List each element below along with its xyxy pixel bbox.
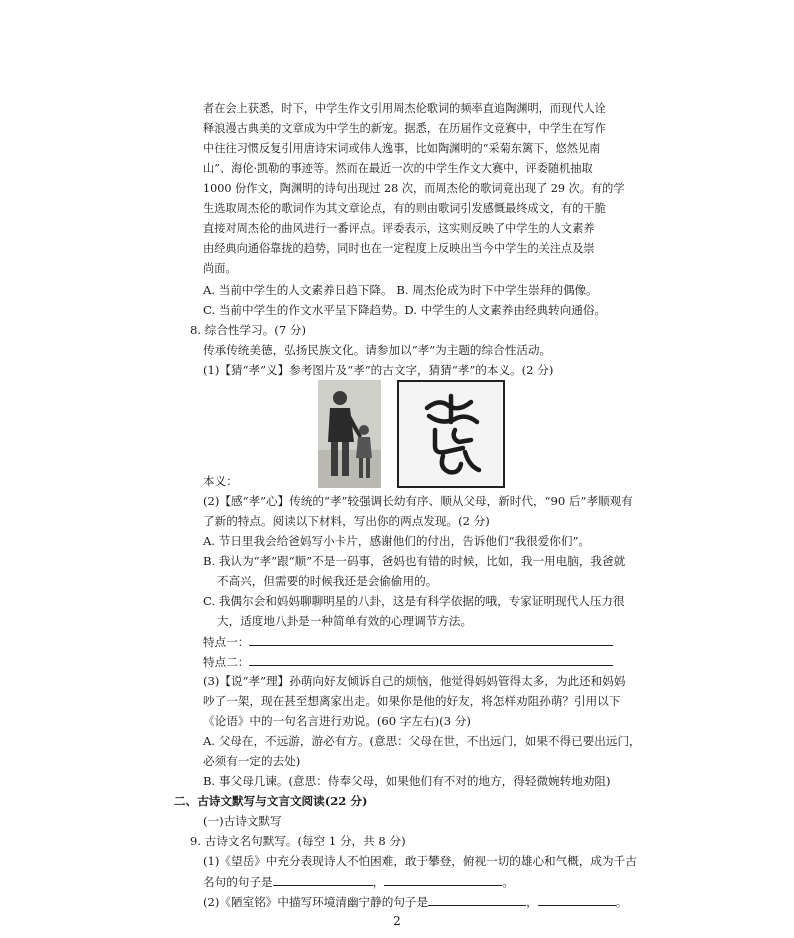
subsection-heading: (一)古诗文默写	[203, 814, 282, 828]
q8-material-c: C. 我偶尔会和妈妈聊聊明星的八卦，这是有科学依据的哦，专家证明现代人压力很	[203, 594, 625, 608]
q9-part1-row	[203, 873, 514, 890]
feature-one-label: 特点一：	[203, 635, 250, 649]
feature-two-blank[interactable]	[249, 653, 613, 666]
q7-options-cd: C. 当前中学生的作文水平呈下降趋势。D. 中学生的人文素养由经典转向通俗。	[203, 303, 607, 317]
period: 。	[502, 875, 514, 889]
q9-title: 9. 古诗文名句默写。(每空 1 分，共 8 分)	[190, 834, 406, 848]
q8-material-b: B. 我认为“孝”跟“顺”不是一码事，爸妈也有错的时候，比如，我一用电脑，我爸就	[203, 554, 626, 568]
q8-part2-prompt: 了新的特点。阅读以下材料，写出你的两点发现。(2 分)	[203, 514, 490, 528]
passage-line: 释浪漫古典美的文章成为中学生的新宠。据悉，在历届作文竞赛中，中学生在写作	[203, 122, 606, 135]
passage-line: 者在会上获悉，时下，中学生作文引用周杰伦歌词的频率直追陶渊明，而现代人诠	[203, 102, 606, 115]
passage-line: 尚面。	[203, 262, 237, 275]
q9-part1-blank[interactable]	[384, 873, 502, 886]
feature-one-row	[203, 633, 613, 650]
q9-part1-blank[interactable]	[273, 873, 373, 886]
q9-part2-prompt: (2)《陋室铭》中描写环境清幽宁静的句子是	[203, 895, 429, 909]
q8-material-c: 大，适度地八卦是一种简单有效的心理调节方法。	[217, 614, 473, 628]
q9-part1-prompt: 名句的句子是	[203, 875, 273, 889]
feature-two-label: 特点二：	[203, 655, 250, 669]
q8-part3-prompt: (3)【说“孝”理】孙萌向好友倾诉自己的烦恼，他觉得妈妈管得太多，为此还和妈妈	[203, 674, 626, 688]
period: 。	[615, 895, 628, 909]
ancient-xiao-character	[397, 380, 505, 488]
q8-quote-a: 必须有一定的去处)	[203, 754, 301, 768]
feature-one-blank[interactable]	[249, 633, 613, 646]
q8-part1-answer-label: 本义：	[203, 474, 238, 488]
q8-material-a: A. 节日里我会给爸妈写小卡片，感谢他们的付出，告诉他们“我很爱你们”。	[203, 534, 591, 548]
father-son-photo	[318, 380, 381, 488]
q8-part3-prompt: 《论语》中的一句名言进行劝说。(60 字左右)(3 分)	[203, 714, 471, 728]
q8-intro: 传承传统美德，弘扬民族文化。请参加以“孝”为主题的综合性活动。	[203, 343, 552, 357]
q8-part2-prompt: (2)【感“孝”心】传统的“孝”较强调长幼有序、顺从父母，新时代，“90 后”孝顺观有	[203, 494, 633, 508]
q8-quote-b: B. 事父母几谏。(意思：侍奉父母，如果他们有不对的地方，得轻微婉转地劝阻)	[203, 774, 611, 788]
passage-line: 山”、海伦·凯勒的事迹等。然而在最近一次的中学生作文大赛中，评委随机抽取	[203, 162, 593, 175]
q9-part1-prompt: (1)《望岳》中充分表现诗人不怕困难，敢于攀登，俯视一切的雄心和气概，成为千古	[203, 854, 637, 868]
feature-two-row	[203, 653, 613, 670]
passage-line: 1000 份作文，陶渊明的诗句出现过 28 次，而周杰伦的歌词竟出现了 29 次。有的学	[203, 182, 625, 195]
passage-line: 生选取周杰伦的歌词作为其文章论点，有的则由歌词引发感慨最终成文，有的干脆	[203, 202, 606, 215]
comma: ，	[372, 875, 385, 889]
comma: ，	[526, 895, 538, 909]
q8-part3-prompt: 吵了一架，现在甚至想离家出走。如果你是他的好友，将怎样劝阻孙萌？引用以下	[203, 694, 621, 708]
q9-part2-blank[interactable]	[428, 893, 526, 906]
passage-line: 由经典向通俗靠拢的趋势，同时也在一定程度上反映出当今中学生的关注点及崇	[203, 242, 595, 255]
q8-quote-a: A. 父母在，不远游，游必有方。(意思：父母在世，不出远门，如果不得已要出远门，	[203, 734, 641, 748]
q8-title: 8. 综合性学习。(7 分)	[190, 323, 307, 337]
q8-material-b: 不高兴，但需要的时候我还是会偷偷用的。	[217, 574, 438, 588]
passage-line: 直接对周杰伦的曲风进行一番评点。评委表示，这实则反映了中学生的人文素养	[203, 222, 595, 235]
q9-part2-blank[interactable]	[538, 893, 616, 906]
section-two-heading: 二、古诗文默写与文言文阅读(22 分)	[174, 794, 368, 808]
q9-part2-row	[203, 893, 627, 910]
passage-line: 中往往习惯反复引用唐诗宋词或伟人逸事，比如陶渊明的“采菊东篱下，悠然见南	[203, 142, 601, 155]
q8-part1-prompt: (1)【猜“孝”义】参考图片及“孝”的古文字，猜猜“孝”的本义。(2 分)	[203, 363, 554, 377]
page-number: 2	[393, 914, 401, 928]
q7-options-ab: A. 当前中学生的人文素养日趋下降。 B. 周杰伦成为时下中学生崇拜的偶像。	[203, 283, 598, 297]
